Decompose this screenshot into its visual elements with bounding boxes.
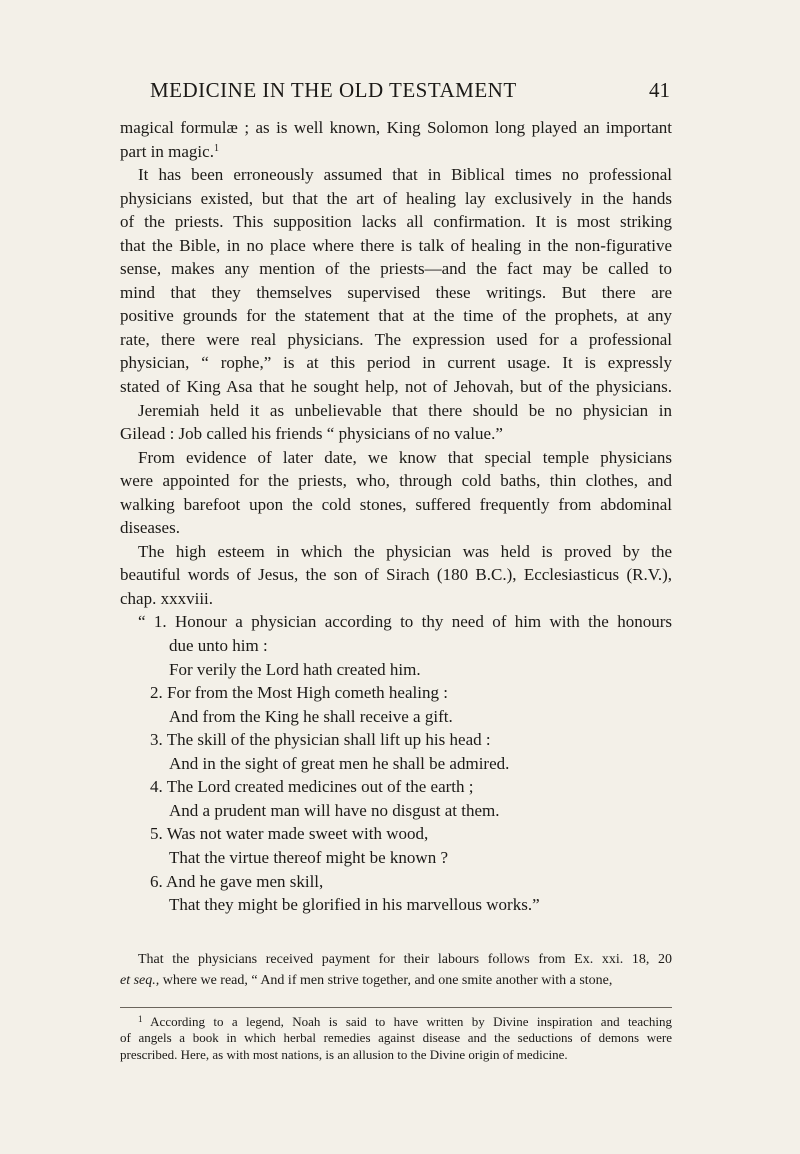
footnote bbox=[120, 1011, 672, 1064]
small-print-paragraph bbox=[120, 950, 672, 991]
small-text-prefix: et seq., bbox=[120, 972, 160, 988]
footnote-reference: 1 bbox=[213, 142, 219, 154]
quote-line: That they might be glorified in his marvellous works.” bbox=[169, 895, 540, 915]
small-text-line: That the physicians received payment for their labours follows from Ex. xxi. 18, 20 bbox=[138, 952, 672, 967]
quote-line: 4. The Lord created medicines out of the earth ; bbox=[150, 777, 474, 797]
quote-line: And a prudent man will have no disgust at them. bbox=[169, 800, 500, 820]
footnote-divider bbox=[120, 1007, 672, 1008]
text-line: beautiful words of Jesus, the son of Sirach (180 B.C.), Ecclesiasticus (R.V.), bbox=[120, 565, 672, 585]
page-number: 41 bbox=[649, 78, 670, 102]
quote-line: For verily the Lord hath created him. bbox=[169, 659, 421, 679]
footnote-marker: 1 bbox=[138, 1014, 143, 1024]
text-line: physician, “ rophe,” is at this period in current usage. It is expressly bbox=[120, 353, 672, 373]
footnote-line: prescribed. Here, as with most nations, is an allusion to the Divine origin of medicine. bbox=[120, 1047, 568, 1062]
text-line: walking barefoot upon the cold stones, suffered frequently from abdominal bbox=[120, 494, 672, 514]
footnote-line: of angels a book in which herbal remedies against disease and the seductions of demons were bbox=[120, 1029, 672, 1045]
running-title: MEDICINE IN THE OLD TESTAMENT bbox=[150, 78, 517, 102]
footnote-text: According to a legend, Noah is said to have written by Divine inspiration and teaching bbox=[150, 1014, 672, 1029]
text-line: stated of King Asa that he sought help, not of Jehovah, but of the physicians. bbox=[120, 377, 672, 397]
small-text-content: where we read, “ And if men strive together, and one smite another with a stone, bbox=[162, 972, 613, 988]
text-line: physicians existed, but that the art of healing lay exclusively in the hands bbox=[120, 188, 672, 208]
quote-line: due unto him : bbox=[169, 636, 268, 656]
running-header bbox=[120, 78, 670, 108]
text-line: were appointed for the priests, who, through cold baths, thin clothes, and bbox=[120, 471, 672, 491]
text-line: It has been erroneously assumed that in Biblical times no professional bbox=[138, 165, 672, 185]
text-line: Gilead : Job called his friends “ physicians of no value.” bbox=[120, 424, 503, 444]
text-line: that the Bible, in no place where there is talk of healing in the non-figurative bbox=[120, 235, 672, 255]
text-line: The high esteem in which the physician was held is proved by the bbox=[138, 541, 672, 561]
text-line: chap. xxxviii. bbox=[120, 588, 214, 608]
text-line: From evidence of later date, we know that special temple physicians bbox=[138, 447, 672, 467]
text-line: magical formulæ ; as is well known, King Solomon long played an important bbox=[120, 118, 672, 137]
text-line bbox=[120, 140, 672, 164]
text-line: Jeremiah held it as unbelievable that there should be no physician in bbox=[138, 400, 672, 420]
text-line-content: part in magic. bbox=[120, 141, 214, 161]
quote-line: 3. The skill of the physician shall lift up his head : bbox=[150, 730, 491, 750]
text-line: mind that they themselves supervised these writings. But there are bbox=[120, 282, 672, 302]
text-line: rate, there were real physicians. The expression used for a professional bbox=[120, 329, 672, 349]
main-text bbox=[120, 116, 672, 917]
quote-line: And from the King he shall receive a gift. bbox=[169, 706, 453, 726]
quote-line: 2. For from the Most High cometh healing : bbox=[150, 683, 448, 703]
text-line: of the priests. This supposition lacks all confirmation. It is most striking bbox=[120, 212, 672, 232]
quote-line: That the virtue thereof might be known ? bbox=[169, 847, 448, 867]
text-line: positive grounds for the statement that at the time of the prophets, at any bbox=[120, 306, 672, 326]
quote-line: 5. Was not water made sweet with wood, bbox=[150, 824, 429, 844]
quote-line: And in the sight of great men he shall be admired. bbox=[169, 753, 510, 773]
quote-line: “ 1. Honour a physician according to thy need of him with the honours bbox=[138, 612, 672, 632]
footnote-line bbox=[120, 1011, 672, 1029]
quote-line: 6. And he gave men skill, bbox=[150, 871, 324, 891]
text-line: sense, makes any mention of the priests—and the fact may be called to bbox=[120, 259, 672, 279]
small-text-line bbox=[120, 971, 672, 992]
text-line: diseases. bbox=[120, 518, 180, 538]
